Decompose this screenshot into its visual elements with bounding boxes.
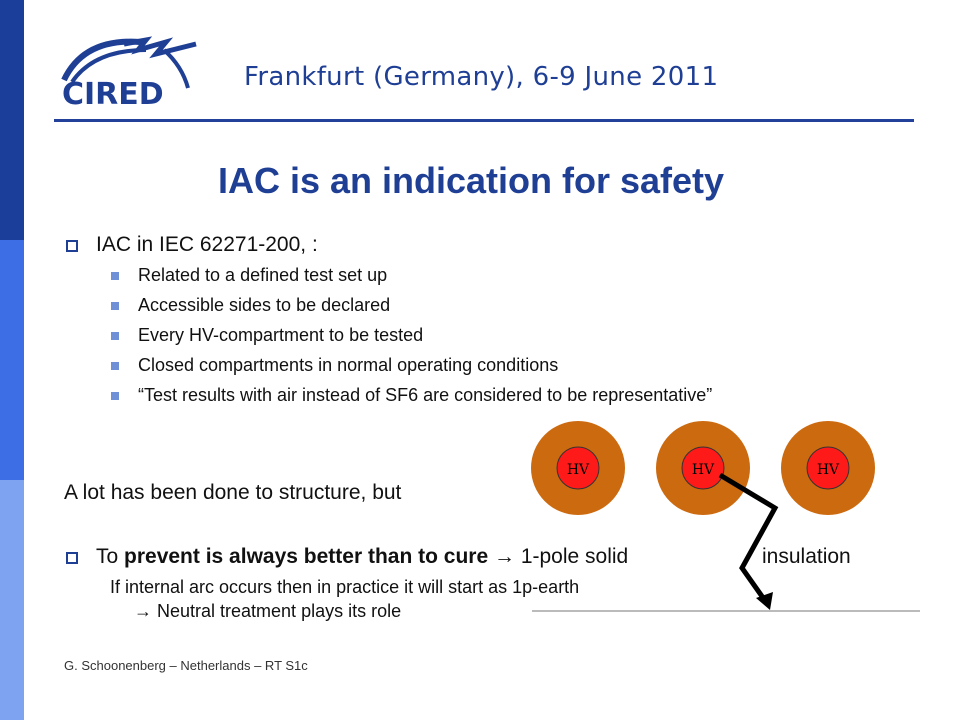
- sub-bullet-icon: [111, 272, 119, 280]
- sidebar-band-medium: [0, 240, 24, 480]
- neutral-line: → Neutral treatment plays its role: [134, 601, 402, 621]
- sub-bullet-icon: [111, 332, 119, 340]
- hv-conductor-diagram: [520, 420, 920, 620]
- hv-label: HV: [816, 462, 840, 478]
- sub-bullet-icon: [111, 392, 119, 400]
- main-bullet: IAC in IEC 62271-200, :: [96, 233, 318, 256]
- sub-bullet-1: Related to a defined test set up: [138, 265, 388, 285]
- prevent-bold-text: prevent is always better than to cure: [124, 545, 489, 568]
- hv-label: HV: [691, 462, 715, 478]
- svg-text:CIRED: CIRED: [62, 77, 164, 112]
- sidebar-band-dark: [0, 0, 24, 240]
- sub-bullet-2: Accessible sides to be declared: [138, 295, 391, 315]
- insulation-text: insulation: [762, 545, 851, 568]
- footer-text: G. Schoonenberg – Netherlands – RT S1c: [64, 658, 308, 673]
- slide-title: IAC is an indication for safety: [217, 160, 725, 201]
- statement-text: A lot has been done to structure, but: [64, 481, 402, 504]
- prevent-bullet: To prevent is always better than to cure → 1-pole solid: [96, 545, 629, 568]
- square-bullet-icon: [66, 552, 78, 564]
- sub-bullet-3: Every HV-compartment to be tested: [138, 325, 424, 345]
- sub-bullet-4: Closed compartments in normal operating conditions: [138, 355, 559, 375]
- header-title: Frankfurt (Germany), 6-9 June 2011: [244, 62, 719, 92]
- sub-bullet-icon: [111, 362, 119, 370]
- sidebar-band-light: [0, 480, 24, 720]
- sub-bullet-icon: [111, 302, 119, 310]
- cired-logo: [54, 30, 204, 112]
- header-rule: [54, 119, 914, 122]
- hv-label: HV: [566, 462, 590, 478]
- sub-bullet-5: “Test results with air instead of SF6 are considered to be representative”: [138, 385, 713, 405]
- arc-line: If internal arc occurs then in practice it will start as 1p-earth: [110, 577, 580, 597]
- sidebar-stripe: [0, 0, 24, 720]
- square-bullet-icon: [66, 240, 78, 252]
